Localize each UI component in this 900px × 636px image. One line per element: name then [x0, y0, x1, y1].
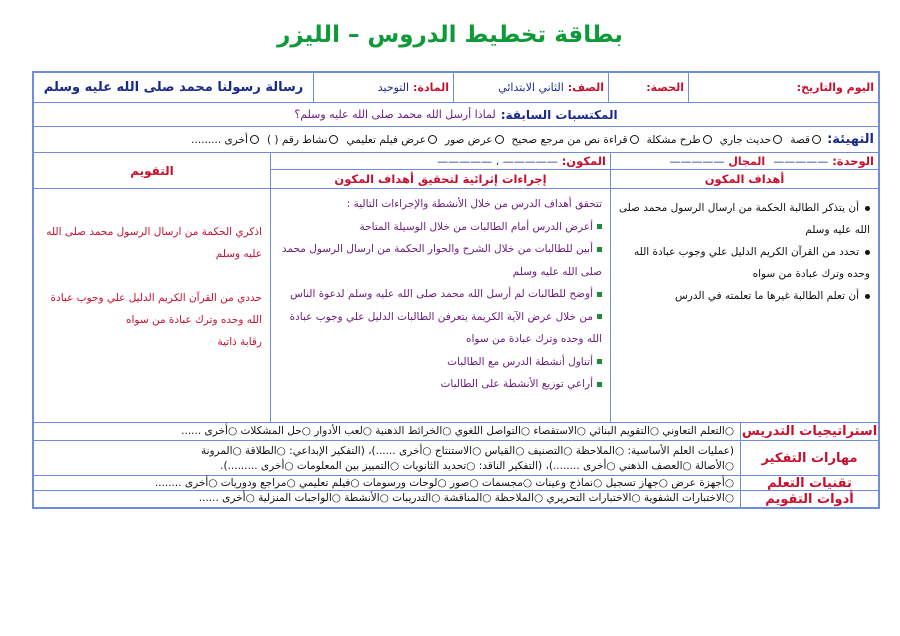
radio-circle-icon: [250, 135, 259, 144]
procedure-item: أعرض الدرس أمام الطالبات من خلال الوسيلة المتاحة: [276, 216, 602, 239]
page-title: بطاقة تخطيط الدروس – الليزر: [277, 22, 623, 48]
unit-row: [34, 153, 878, 189]
warmup-option[interactable]: نشاط رقم ( ): [267, 134, 338, 146]
warmup-option[interactable]: أخرى .........: [191, 134, 259, 146]
component-label: المكون:: [561, 154, 606, 168]
domain-line: —————: [669, 154, 725, 168]
assessment-tools-label: أدوات التقويم: [740, 491, 878, 507]
component-cell: [270, 153, 610, 188]
strategies-row: [34, 423, 878, 441]
evaluation-header: التقويم: [130, 163, 174, 178]
period-cell: [608, 73, 688, 102]
subject-value: التوحيد: [377, 81, 410, 94]
goal-item: أن يتذكر الطالبة الحكمة من ارسال الرسول محمد صلى الله عليه وسلم: [618, 202, 870, 236]
goals-header: أهداف المكون: [704, 172, 785, 186]
subject-label: المادة:: [413, 81, 449, 94]
radio-circle-icon: [703, 135, 712, 144]
warmup-option[interactable]: قصة: [790, 134, 821, 146]
bullet-icon: [597, 247, 602, 252]
component-line: ————— ، —————: [437, 154, 558, 168]
warmup-option[interactable]: قراءة نص من مرجع صحيح: [512, 134, 639, 146]
evaluation-item: رقابة ذاتية: [217, 336, 262, 348]
assessment-tools-options[interactable]: ○الاختبارات الشفوية ○الاختبارات التحريري ○الملاحظة ○المناقشة ○التدريبات ○الأنشطة ○الواجبات المنزلية ○أخرى ......: [198, 492, 734, 504]
unit-label: الوحدة:: [832, 154, 874, 168]
goal-item: تحدد من القرآن الكريم الدليل علي وجوب عبادة الله وحده وترك عبادة من سواه: [633, 246, 870, 280]
lesson-plan-card: [32, 71, 880, 509]
evaluation-item: حددي من القرآن الكريم الدليل علي وجوب عبادة الله وحده وترك عبادة من سواه: [50, 292, 262, 326]
radio-circle-icon: [428, 135, 437, 144]
header-row: [34, 73, 878, 103]
grade-cell: [453, 73, 608, 102]
radio-circle-icon: [329, 135, 338, 144]
warmup-row: [34, 127, 878, 153]
techniques-label: تقنيات التعلم: [740, 476, 878, 490]
warmup-option[interactable]: عرض فيلم تعليمي: [346, 134, 437, 146]
day-date-label: اليوم والتاريخ:: [796, 81, 874, 94]
thinking-label: مهارات التفكير: [740, 441, 878, 475]
warmup-option[interactable]: عرض صور: [445, 134, 504, 146]
lesson-title-cell: [34, 73, 313, 102]
thinking-options[interactable]: [34, 441, 740, 475]
radio-circle-icon: [495, 135, 504, 144]
strategies-options[interactable]: ○التعلم التعاوني ○التقويم البنائي ○الاستقصاء ○التواصل اللغوي ○الخرائط الذهنية ○لعب الأدوار ○حل المشكلات ○أخرى ......: [181, 425, 734, 437]
radio-circle-icon: [812, 135, 821, 144]
grade-label: الصف:: [567, 81, 604, 94]
grade-value: الثاني الابتدائي: [498, 81, 564, 94]
strategies-label: استراتيجيات التدريس: [741, 424, 878, 439]
evaluation-header-cell: [34, 153, 270, 188]
bullet-icon: [597, 359, 602, 364]
warmup-cell: [34, 127, 878, 152]
evaluation-item: اذكري الحكمة من ارسال الرسول محمد صلى الله عليه وسلم: [46, 226, 262, 260]
warmup-label: التهيئة:: [827, 132, 874, 147]
prior-knowledge-row: [34, 103, 878, 127]
thinking-line: ○الأصالة ○العصف الذهني ○أخرى ........)، (التفكير الناقد: ○تحديد الثانويات ○التمييز بين المعلومات ○أخرى .........).: [220, 460, 734, 472]
prior-knowledge-value: لماذا أرسل الله محمد صلى الله عليه وسلم؟: [294, 108, 496, 121]
period-label: الحصة:: [646, 81, 684, 94]
evaluation-list: [38, 221, 262, 353]
bullet-icon: [865, 294, 870, 299]
bullet-icon: [597, 292, 602, 297]
procedure-item: أراعي توزيع الأنشطة على الطالبات: [276, 373, 602, 396]
procedure-item: أبين للطالبات من خلال الشرح والحوار الحكمة من ارسال الرسول محمد صلى الله عليه وسلم: [281, 243, 602, 278]
prior-knowledge-label: المكتسبات السابقة:: [500, 107, 618, 122]
procedures-header: إجراءات إثرائية لتحقيق أهداف المكون: [334, 172, 547, 186]
unit-line: —————: [773, 154, 829, 168]
procedures-intro: تتحقق أهداف الدرس من خلال الأنشطة والإجراءات التالية :: [346, 198, 602, 210]
radio-circle-icon: [630, 135, 639, 144]
bullet-icon: [597, 382, 602, 387]
procedures-list: [276, 193, 602, 396]
lesson-title: رسالة رسولنا محمد صلى الله عليه وسلم: [43, 80, 304, 95]
techniques-options[interactable]: ○أجهزة عرض ○جهاز تسجيل ○نماذج وعينات ○مجسمات ○صور ○لوحات ورسومات ○فيلم تعليمي ○مراجع ودوريات ○أخرى ........: [154, 477, 734, 489]
warmup-options: [191, 134, 821, 146]
subject-cell: [313, 73, 453, 102]
procedure-item: من خلال عرض الآية الكريمة يتعرفن الطالبات الدليل علي وجوب عبادة الله وحده وترك عبادة من سواه: [289, 310, 602, 345]
procedure-item: أتناول أنشطة الدرس مع الطالبات: [276, 351, 602, 374]
techniques-row: [34, 476, 878, 491]
warmup-option[interactable]: حديث جاري: [720, 134, 783, 146]
domain-label: المجال: [728, 154, 766, 168]
prior-knowledge-cell: [34, 103, 878, 126]
thinking-row: [34, 441, 878, 476]
warmup-option[interactable]: طرح مشكلة: [647, 134, 712, 146]
bullet-icon: [865, 250, 870, 255]
bullet-icon: [597, 314, 602, 319]
goal-item: أن تعلم الطالبة غيرها ما تعلمته في الدرس: [615, 285, 870, 307]
radio-circle-icon: [773, 135, 782, 144]
day-date-cell: [688, 73, 878, 102]
bullet-icon: [865, 206, 870, 211]
assessment-tools-row: [34, 491, 878, 507]
procedure-item: أوضح للطالبات لم أرسل الله محمد صلى الله عليه وسلم لدعوة الناس: [276, 283, 602, 306]
goals-list: [615, 197, 870, 307]
thinking-line: (عمليات العلم الأساسية: ○الملاحظة ○التصنيف ○القياس ○الاستنتاج ○أخرى ......)، (التفكير الإبداعي: ○الطلاقة ○المرونة: [200, 445, 734, 457]
unit-domain-cell: [610, 153, 878, 188]
bullet-icon: [597, 224, 602, 229]
